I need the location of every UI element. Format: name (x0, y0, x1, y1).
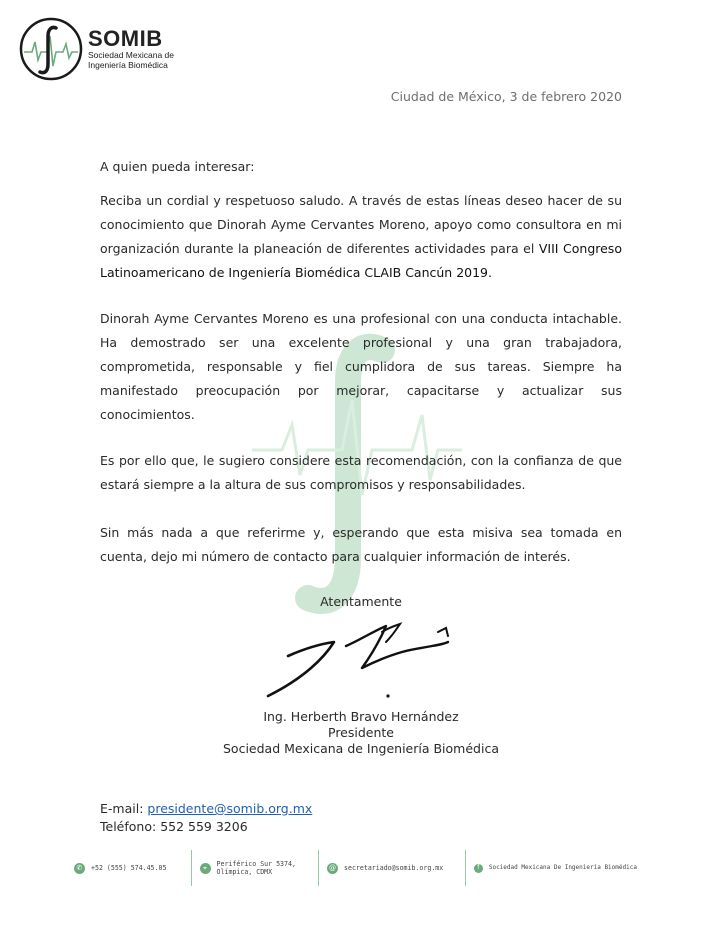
handwritten-signature (262, 618, 458, 702)
facebook-icon: f (474, 864, 483, 873)
footer-email-text: secretariado@somib.org.mx (344, 864, 444, 872)
footer-address-line1: Periférico Sur 5374, (216, 860, 296, 868)
paragraph-1 (100, 189, 622, 285)
letter-footer (66, 848, 666, 888)
letterhead (18, 16, 174, 82)
email-label: E-mail: (100, 801, 144, 816)
signer-name: Ing. Herberth Bravo Hernández (263, 709, 459, 724)
org-full-name-line1: Sociedad Mexicana de (88, 50, 175, 60)
org-full-name-line2: Ingeniería Biomédica (88, 60, 168, 70)
letter-date: Ciudad de México, 3 de febrero 2020 (390, 89, 622, 104)
footer-address-line2: Olímpica, CDMX (216, 868, 273, 876)
phone-number: 552 559 3206 (160, 819, 248, 834)
phone-icon: ✆ (74, 863, 85, 874)
footer-address (192, 860, 319, 876)
signer-organization: Sociedad Mexicana de Ingeniería Biomédica (222, 741, 499, 756)
contact-block (100, 800, 312, 836)
greeting: A quien pueda interesar: (100, 159, 255, 174)
letter-body (100, 155, 622, 569)
email-line (100, 800, 312, 818)
footer-phone (66, 863, 191, 874)
paragraph-3: Es por ello que, le sugiero considere esta recomendación, con la confianza de que estará siempre a la altura de sus compromisos y responsabilidades. (100, 453, 622, 492)
paragraph-4: Sin más nada a que referirme y, esperando que esta misiva sea tomada en cuenta, dejo mi número de contacto para cualquier información de interés. (100, 525, 622, 564)
location-pin-icon: ⌖ (200, 863, 211, 874)
somib-logo-icon (18, 16, 84, 82)
phone-line (100, 818, 312, 836)
org-short-name: SOMIB (88, 26, 163, 51)
org-name-block (88, 28, 174, 70)
signer-title: Presidente (328, 725, 394, 740)
closing: Atentamente (320, 594, 402, 609)
footer-social (466, 864, 666, 873)
paragraph-2: Dinorah Ayme Cervantes Moreno es una profesional con una conducta intachable. Ha demostrado ser una excelente profesional y una gran trabajadora, comprometida, responsable y fiel cumplidora de sus tareas. Siempre ha manifestado preocupación por mejorar, capacitarse y actualizar sus conocimientos. (100, 311, 622, 422)
mail-icon: @ (329, 864, 336, 872)
phone-label: Teléfono: (100, 819, 157, 834)
email-link[interactable]: presidente@somib.org.mx (147, 801, 313, 816)
paragraph-1-text: Reciba un cordial y respetuoso saludo. A través de estas líneas deseo hacer de su conocimiento que Dinorah Ayme Cervantes Moreno, apoyo como consultora en mi organización durante la planeación de diferentes actividades para el (100, 193, 622, 256)
footer-social-text: Sociedad Mexicana De Ingeniería Biomédica (488, 864, 637, 871)
footer-phone-text: +52 (555) 574.45.05 (91, 864, 167, 872)
signer-block (100, 709, 622, 757)
footer-email (319, 863, 465, 874)
congress-name: VIII Congreso Latinoamericano de Ingeniería Biomédica CLAIB Cancún 2019. (100, 241, 622, 280)
